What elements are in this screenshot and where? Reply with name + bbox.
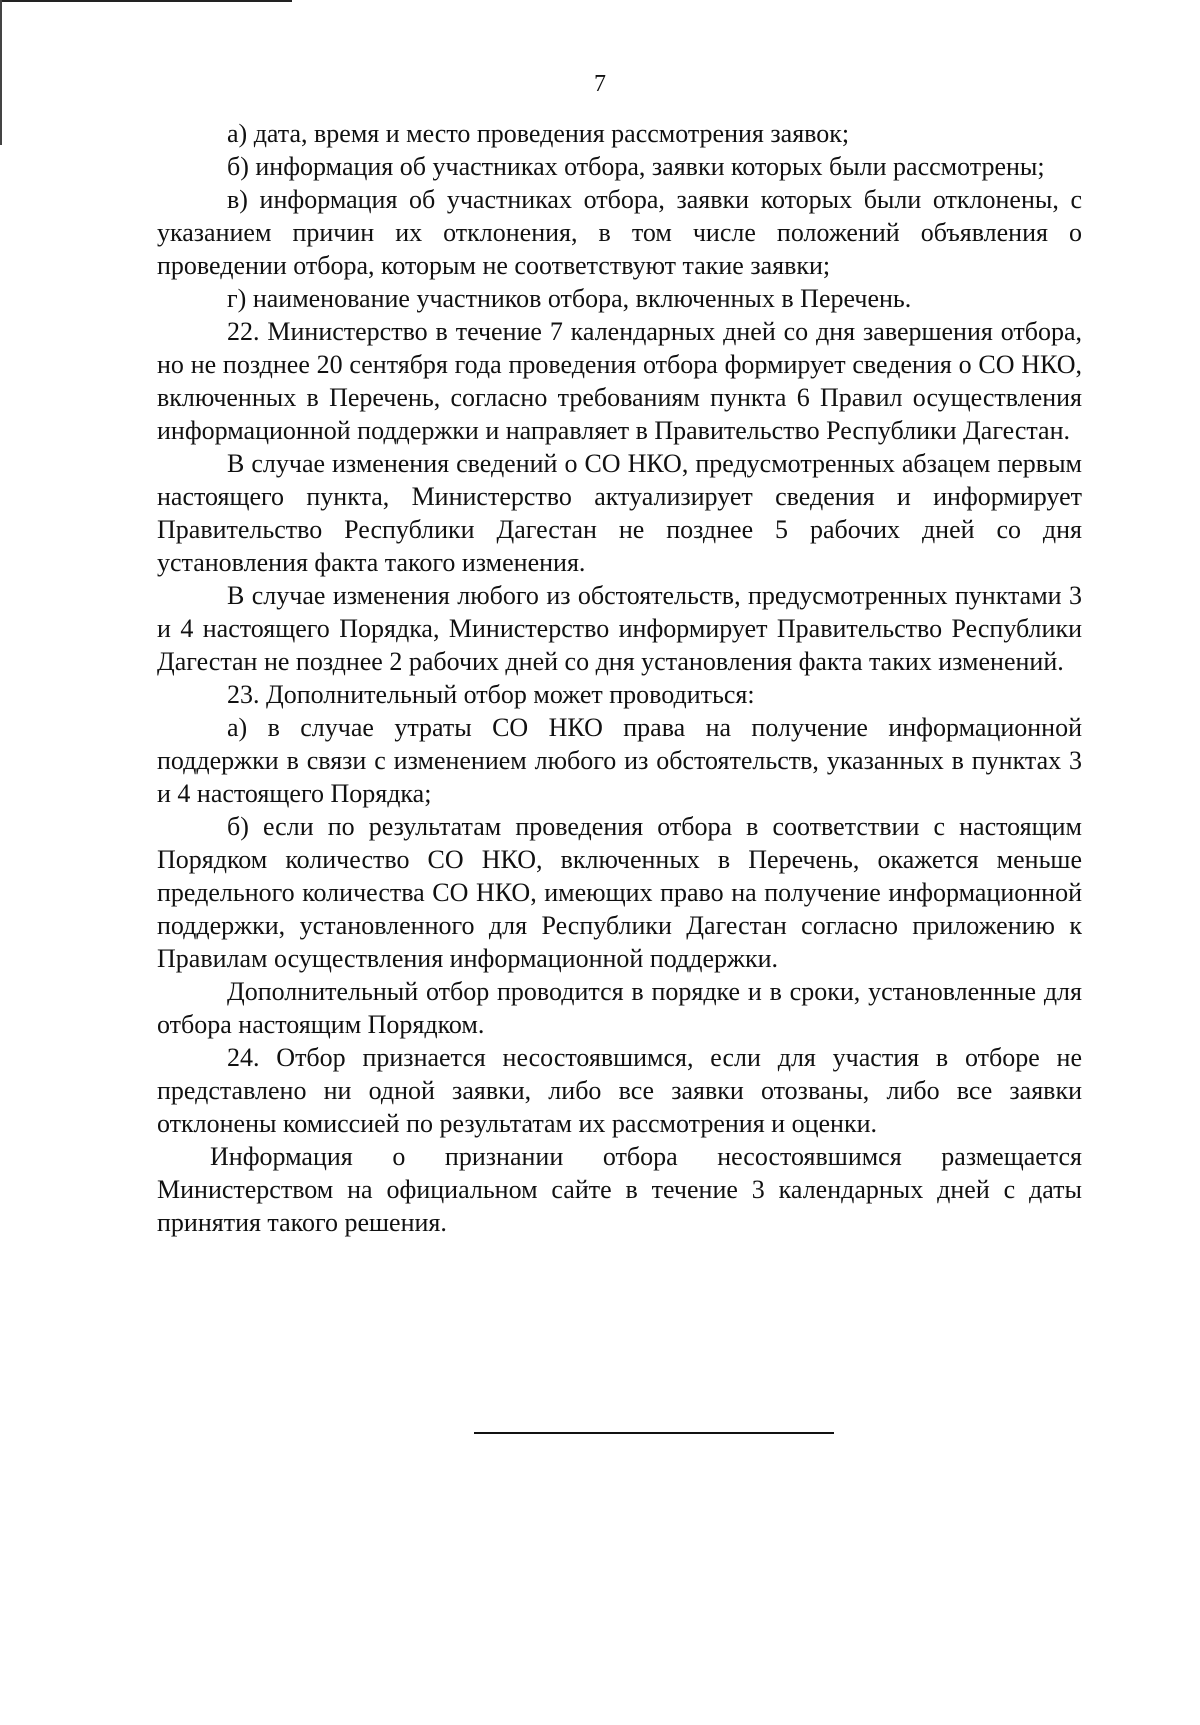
paragraph-clause-22: 22. Министерство в течение 7 календарных дней со дня завершения отбора, но не позднее 20 сентября года проведения отбора формирует сведения о СО НКО, включенных в Перечень, согласно требованиям пункта 6 Правил осуществления информационной поддержки и направляет в Правительство Республики Дагестан.: [157, 317, 1082, 445]
paragraph-item-a: а) дата, время и место проведения рассмотрения заявок;: [227, 119, 850, 148]
paragraph-additional-selection: Дополнительный отбор проводится в порядке и в сроки, установленные для отбора настоящим Порядком.: [157, 977, 1082, 1039]
paragraph-failed-selection-info: Информация о признании отбора несостоявшимся размещается Министерством на официальном сайте в течение 3 календарных дней с даты принятия такого решения.: [157, 1142, 1082, 1237]
paragraph-clause-22-change-circumstances: В случае изменения любого из обстоятельств, предусмотренных пунктами 3 и 4 настоящего Порядка, Министерство информирует Правительство Республики Дагестан не позднее 2 рабочих дней со дня установления факта таких изменений.: [157, 581, 1082, 676]
page-number: 7: [594, 71, 606, 97]
end-of-document-rule: [474, 1432, 834, 1434]
scan-border-top: [0, 0, 292, 2]
paragraph-clause-23-b: б) если по результатам проведения отбора в соответствии с настоящим Порядком количество СО НКО, включенных в Перечень, окажется меньше предельного количества СО НКО, имеющих право на получение информационной поддержки, установленного для Республики Дагестан согласно приложению к Правилам осуществления информационной поддержки.: [157, 812, 1082, 973]
paragraph-clause-23-a: а) в случае утраты СО НКО права на получение информационной поддержки в связи с изменением любого из обстоятельств, указанных в пунктах 3 и 4 настоящего Порядка;: [157, 713, 1082, 808]
paragraph-item-g: г) наименование участников отбора, включенных в Перечень.: [227, 284, 912, 313]
paragraph-clause-24: 24. Отбор признается несостоявшимся, если для участия в отборе не представлено ни одной заявки, либо все заявки отозваны, либо все заявки отклонены комиссией по результатам их рассмотрения и оценки.: [157, 1043, 1082, 1138]
paragraph-clause-22-change-info: В случае изменения сведений о СО НКО, предусмотренных абзацем первым настоящего пункта, Министерство актуализирует сведения и информирует Правительство Республики Дагестан не позднее 5 рабочих дней со дня установления факта такого изменения.: [157, 449, 1082, 577]
paragraph-clause-23: 23. Дополнительный отбор может проводиться:: [227, 680, 755, 709]
paragraph-item-b: б) информация об участниках отбора, заявки которых были рассмотрены;: [227, 152, 1045, 181]
paragraph-item-v: в) информация об участниках отбора, заявки которых были отклонены, с указанием причин их отклонения, в том числе положений объявления о проведении отбора, которым не соответствуют такие заявки;: [157, 185, 1082, 280]
document-body: [157, 117, 1082, 1239]
